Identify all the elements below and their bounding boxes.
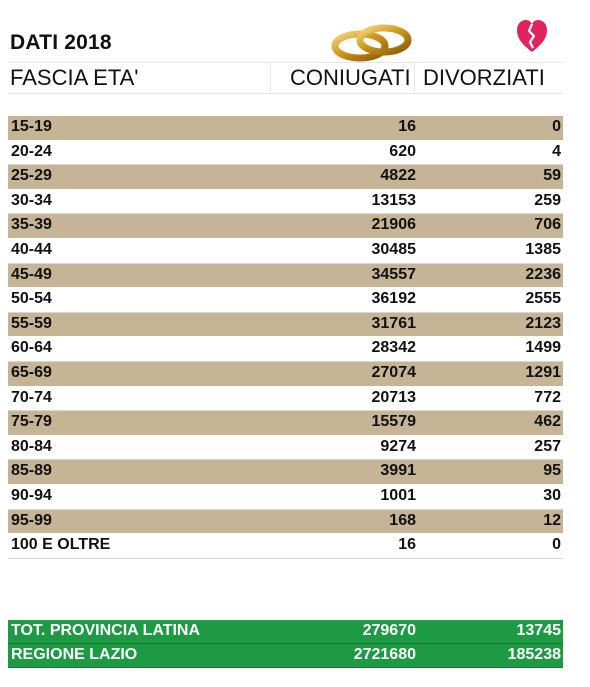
age-cell: 45-49 (11, 265, 52, 283)
divorced-cell: 30 (543, 486, 561, 504)
table-row (8, 190, 563, 215)
divorced-cell: 259 (534, 191, 561, 209)
married-cell: 3991 (380, 462, 416, 480)
table-row (8, 288, 563, 313)
age-cell: 25-29 (11, 167, 52, 185)
table-row (8, 337, 563, 362)
divorced-cell: 12 (543, 511, 561, 529)
table-title: DATI 2018 (10, 31, 112, 54)
married-cell: 9274 (380, 437, 416, 455)
age-cell: 35-39 (11, 216, 52, 234)
married-cell: 13153 (371, 191, 416, 209)
table-row (8, 362, 563, 387)
age-cell: 80-84 (11, 437, 52, 455)
married-cell: 15579 (371, 413, 416, 431)
table-row (8, 485, 563, 510)
divorced-cell: 2236 (525, 265, 561, 283)
married-cell: 28342 (371, 339, 416, 357)
married-cell: 30485 (371, 240, 416, 258)
age-cell: 60-64 (11, 339, 52, 357)
totals-row (8, 644, 563, 668)
married-cell: 31761 (371, 314, 416, 332)
table-row (8, 141, 563, 166)
married-cell: 34557 (371, 265, 416, 283)
divorced-cell: 1385 (525, 240, 561, 258)
wedding-rings-icon (330, 18, 414, 62)
header-divorced: DIVORZIATI (423, 65, 545, 90)
divorced-cell: 95 (543, 462, 561, 480)
table-row (8, 387, 563, 412)
table-row (8, 460, 563, 485)
married-cell: 4822 (380, 167, 416, 185)
table-row (8, 116, 563, 141)
married-cell: 36192 (371, 290, 416, 308)
totals-divorced: 185238 (507, 646, 561, 663)
married-cell: 620 (389, 142, 416, 160)
age-cell: 85-89 (11, 462, 52, 480)
table-row (8, 165, 563, 190)
header-married: CONIUGATI (290, 65, 411, 90)
column-header-row (8, 62, 563, 94)
divorced-cell: 2555 (525, 290, 561, 308)
broken-heart-icon (515, 18, 549, 56)
table-row (8, 534, 563, 559)
divorced-cell: 772 (534, 388, 561, 406)
married-cell: 1001 (380, 486, 416, 504)
age-cell: 70-74 (11, 388, 52, 406)
data-table (8, 116, 563, 559)
age-cell: 65-69 (11, 363, 52, 381)
header-divider (414, 62, 415, 94)
totals-label: REGIONE LAZIO (11, 646, 138, 663)
age-cell: 75-79 (11, 413, 52, 431)
married-cell: 168 (389, 511, 416, 529)
married-cell: 16 (398, 536, 416, 554)
divorced-cell: 706 (534, 216, 561, 234)
totals-table (8, 620, 563, 668)
divorced-cell: 4 (552, 142, 561, 160)
totals-married: 2721680 (353, 646, 416, 663)
totals-label: TOT. PROVINCIA LATINA (11, 622, 201, 639)
header-divider (270, 62, 271, 94)
header-age-group: FASCIA ETA' (10, 65, 139, 90)
divorced-cell: 257 (534, 437, 561, 455)
age-cell: 50-54 (11, 290, 52, 308)
divorced-cell: 2123 (525, 314, 561, 332)
table-row (8, 436, 563, 461)
table-row (8, 214, 563, 239)
totals-married: 279670 (362, 622, 416, 639)
age-cell: 30-34 (11, 191, 52, 209)
age-cell: 20-24 (11, 142, 52, 160)
totals-divorced: 13745 (516, 622, 561, 639)
age-cell: 40-44 (11, 240, 52, 258)
age-cell: 55-59 (11, 314, 52, 332)
married-cell: 16 (398, 118, 416, 135)
table-row (8, 411, 563, 436)
totals-row (8, 620, 563, 644)
table-row (8, 313, 563, 338)
married-cell: 21906 (371, 216, 416, 234)
age-cell: 90-94 (11, 486, 52, 504)
age-cell: 100 E OLTRE (11, 536, 111, 554)
married-cell: 20713 (371, 388, 416, 406)
divorced-cell: 59 (543, 167, 561, 185)
divorced-cell: 0 (552, 118, 561, 135)
divorced-cell: 0 (552, 536, 561, 554)
table-row (8, 239, 563, 264)
table-row (8, 264, 563, 289)
married-cell: 27074 (371, 363, 416, 381)
divorced-cell: 1499 (525, 339, 561, 357)
age-cell: 15-19 (11, 118, 52, 135)
age-cell: 95-99 (11, 511, 52, 529)
divorced-cell: 462 (534, 413, 561, 431)
table-row (8, 510, 563, 535)
divorced-cell: 1291 (525, 363, 561, 381)
